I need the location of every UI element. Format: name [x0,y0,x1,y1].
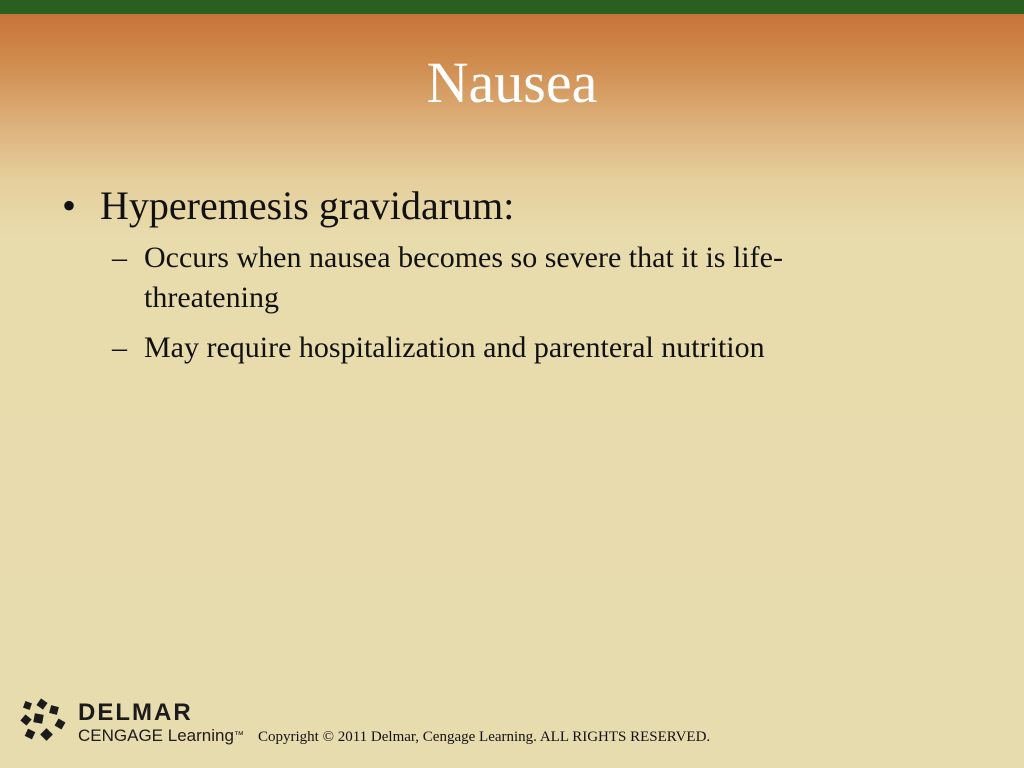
trademark-mark: ™ [233,730,244,741]
logo-name: DELMAR [78,699,193,726]
slide-content [62,180,962,378]
bullet-item [62,180,962,232]
bullet-mark: • [62,183,77,228]
top-bar [0,0,1024,14]
sub-bullet-item [112,328,892,368]
sub-bullet-list [62,238,962,368]
sub-bullet-mark: – [112,331,127,364]
sub-bullet-mark: – [112,241,127,274]
logo-subtitle-text: CENGAGE Learning [78,726,234,745]
sub-bullet-text: May require hospitalization and parenteral nutrition [144,331,765,364]
sub-bullet-text: Occurs when nausea becomes so severe that it is life-threatening [144,241,783,314]
delmar-logo-icon [20,698,70,746]
logo-subtitle [78,726,244,746]
slide-title: Nausea [426,50,598,115]
bullet-text: Hyperemesis gravidarum: [100,183,515,228]
copyright-text: Copyright © 2011 Delmar, Cengage Learning. ALL RIGHTS RESERVED. [258,729,711,745]
delmar-cengage-logo [20,698,250,750]
sub-bullet-item [112,238,892,318]
